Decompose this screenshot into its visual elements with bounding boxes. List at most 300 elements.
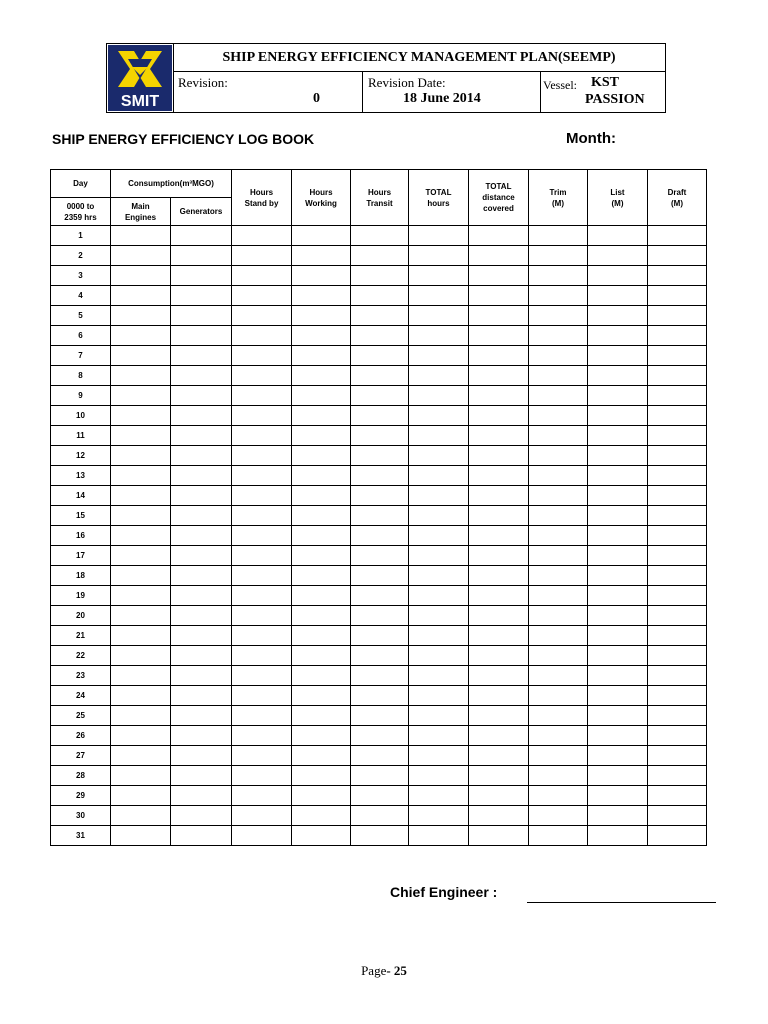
log-entry-cell[interactable] <box>111 746 171 766</box>
log-entry-cell[interactable] <box>469 346 529 366</box>
log-entry-cell[interactable] <box>111 346 171 366</box>
log-entry-cell[interactable] <box>351 466 409 486</box>
log-entry-cell[interactable] <box>292 666 351 686</box>
log-entry-cell[interactable] <box>292 406 351 426</box>
log-entry-cell[interactable] <box>588 326 648 346</box>
log-entry-cell[interactable] <box>588 526 648 546</box>
log-entry-cell[interactable] <box>588 486 648 506</box>
log-entry-cell[interactable] <box>111 526 171 546</box>
log-entry-cell[interactable] <box>171 226 232 246</box>
log-entry-cell[interactable] <box>409 526 469 546</box>
log-entry-cell[interactable] <box>409 586 469 606</box>
log-entry-cell[interactable] <box>648 366 707 386</box>
log-entry-cell[interactable] <box>469 486 529 506</box>
log-entry-cell[interactable] <box>292 226 351 246</box>
log-entry-cell[interactable] <box>351 366 409 386</box>
log-entry-cell[interactable] <box>232 266 292 286</box>
log-entry-cell[interactable] <box>351 706 409 726</box>
log-entry-cell[interactable] <box>351 666 409 686</box>
log-entry-cell[interactable] <box>232 686 292 706</box>
log-entry-cell[interactable] <box>232 286 292 306</box>
log-entry-cell[interactable] <box>111 726 171 746</box>
log-entry-cell[interactable] <box>588 466 648 486</box>
log-entry-cell[interactable] <box>111 826 171 846</box>
log-entry-cell[interactable] <box>588 406 648 426</box>
log-entry-cell[interactable] <box>648 706 707 726</box>
log-entry-cell[interactable] <box>588 686 648 706</box>
log-entry-cell[interactable] <box>111 466 171 486</box>
log-entry-cell[interactable] <box>351 526 409 546</box>
log-entry-cell[interactable] <box>648 326 707 346</box>
log-entry-cell[interactable] <box>171 666 232 686</box>
log-entry-cell[interactable] <box>351 406 409 426</box>
log-entry-cell[interactable] <box>171 326 232 346</box>
log-entry-cell[interactable] <box>529 526 588 546</box>
log-entry-cell[interactable] <box>469 806 529 826</box>
log-entry-cell[interactable] <box>292 606 351 626</box>
log-entry-cell[interactable] <box>409 426 469 446</box>
log-entry-cell[interactable] <box>648 726 707 746</box>
log-entry-cell[interactable] <box>111 666 171 686</box>
log-entry-cell[interactable] <box>529 566 588 586</box>
log-entry-cell[interactable] <box>292 726 351 746</box>
log-entry-cell[interactable] <box>232 606 292 626</box>
log-entry-cell[interactable] <box>232 486 292 506</box>
log-entry-cell[interactable] <box>529 646 588 666</box>
log-entry-cell[interactable] <box>351 246 409 266</box>
log-entry-cell[interactable] <box>171 746 232 766</box>
log-entry-cell[interactable] <box>232 826 292 846</box>
log-entry-cell[interactable] <box>588 346 648 366</box>
log-entry-cell[interactable] <box>292 326 351 346</box>
log-entry-cell[interactable] <box>648 746 707 766</box>
log-entry-cell[interactable] <box>529 546 588 566</box>
log-entry-cell[interactable] <box>232 526 292 546</box>
log-entry-cell[interactable] <box>409 546 469 566</box>
log-entry-cell[interactable] <box>351 726 409 746</box>
log-entry-cell[interactable] <box>292 626 351 646</box>
log-entry-cell[interactable] <box>171 826 232 846</box>
signature-line[interactable] <box>527 902 716 903</box>
log-entry-cell[interactable] <box>292 386 351 406</box>
log-entry-cell[interactable] <box>529 806 588 826</box>
log-entry-cell[interactable] <box>111 786 171 806</box>
log-entry-cell[interactable] <box>409 726 469 746</box>
log-entry-cell[interactable] <box>469 646 529 666</box>
log-entry-cell[interactable] <box>111 686 171 706</box>
log-entry-cell[interactable] <box>111 706 171 726</box>
log-entry-cell[interactable] <box>588 366 648 386</box>
log-entry-cell[interactable] <box>409 406 469 426</box>
log-entry-cell[interactable] <box>469 426 529 446</box>
log-entry-cell[interactable] <box>232 766 292 786</box>
log-entry-cell[interactable] <box>232 326 292 346</box>
log-entry-cell[interactable] <box>648 286 707 306</box>
log-entry-cell[interactable] <box>469 246 529 266</box>
log-entry-cell[interactable] <box>409 626 469 646</box>
log-entry-cell[interactable] <box>111 446 171 466</box>
log-entry-cell[interactable] <box>469 366 529 386</box>
log-entry-cell[interactable] <box>588 806 648 826</box>
log-entry-cell[interactable] <box>588 286 648 306</box>
log-entry-cell[interactable] <box>469 406 529 426</box>
log-entry-cell[interactable] <box>409 706 469 726</box>
log-entry-cell[interactable] <box>469 566 529 586</box>
log-entry-cell[interactable] <box>409 366 469 386</box>
log-entry-cell[interactable] <box>351 766 409 786</box>
log-entry-cell[interactable] <box>409 506 469 526</box>
log-entry-cell[interactable] <box>409 466 469 486</box>
log-entry-cell[interactable] <box>292 546 351 566</box>
log-entry-cell[interactable] <box>588 706 648 726</box>
log-entry-cell[interactable] <box>232 646 292 666</box>
log-entry-cell[interactable] <box>351 546 409 566</box>
log-entry-cell[interactable] <box>292 246 351 266</box>
log-entry-cell[interactable] <box>232 806 292 826</box>
log-entry-cell[interactable] <box>232 386 292 406</box>
log-entry-cell[interactable] <box>529 726 588 746</box>
log-entry-cell[interactable] <box>588 746 648 766</box>
log-entry-cell[interactable] <box>529 666 588 686</box>
log-entry-cell[interactable] <box>648 826 707 846</box>
log-entry-cell[interactable] <box>529 246 588 266</box>
log-entry-cell[interactable] <box>232 466 292 486</box>
log-entry-cell[interactable] <box>292 266 351 286</box>
log-entry-cell[interactable] <box>648 306 707 326</box>
log-entry-cell[interactable] <box>171 686 232 706</box>
log-entry-cell[interactable] <box>292 746 351 766</box>
log-entry-cell[interactable] <box>409 646 469 666</box>
log-entry-cell[interactable] <box>111 426 171 446</box>
log-entry-cell[interactable] <box>171 766 232 786</box>
log-entry-cell[interactable] <box>648 546 707 566</box>
log-entry-cell[interactable] <box>351 426 409 446</box>
log-entry-cell[interactable] <box>292 706 351 726</box>
log-entry-cell[interactable] <box>409 286 469 306</box>
log-entry-cell[interactable] <box>529 786 588 806</box>
log-entry-cell[interactable] <box>111 806 171 826</box>
log-entry-cell[interactable] <box>469 226 529 246</box>
log-entry-cell[interactable] <box>292 526 351 546</box>
log-entry-cell[interactable] <box>171 566 232 586</box>
log-entry-cell[interactable] <box>469 286 529 306</box>
log-entry-cell[interactable] <box>171 266 232 286</box>
log-entry-cell[interactable] <box>409 686 469 706</box>
log-entry-cell[interactable] <box>588 546 648 566</box>
log-entry-cell[interactable] <box>648 346 707 366</box>
log-entry-cell[interactable] <box>409 746 469 766</box>
log-entry-cell[interactable] <box>111 766 171 786</box>
log-entry-cell[interactable] <box>292 366 351 386</box>
log-entry-cell[interactable] <box>529 766 588 786</box>
log-entry-cell[interactable] <box>351 586 409 606</box>
log-entry-cell[interactable] <box>409 826 469 846</box>
log-entry-cell[interactable] <box>588 646 648 666</box>
log-entry-cell[interactable] <box>529 366 588 386</box>
log-entry-cell[interactable] <box>648 626 707 646</box>
log-entry-cell[interactable] <box>292 766 351 786</box>
log-entry-cell[interactable] <box>529 426 588 446</box>
log-entry-cell[interactable] <box>469 506 529 526</box>
log-entry-cell[interactable] <box>111 286 171 306</box>
log-entry-cell[interactable] <box>171 586 232 606</box>
log-entry-cell[interactable] <box>648 246 707 266</box>
log-entry-cell[interactable] <box>292 466 351 486</box>
log-entry-cell[interactable] <box>469 466 529 486</box>
log-entry-cell[interactable] <box>232 786 292 806</box>
log-entry-cell[interactable] <box>409 446 469 466</box>
log-entry-cell[interactable] <box>171 506 232 526</box>
log-entry-cell[interactable] <box>648 226 707 246</box>
log-entry-cell[interactable] <box>529 826 588 846</box>
log-entry-cell[interactable] <box>588 506 648 526</box>
log-entry-cell[interactable] <box>648 386 707 406</box>
log-entry-cell[interactable] <box>529 586 588 606</box>
log-entry-cell[interactable] <box>588 666 648 686</box>
log-entry-cell[interactable] <box>232 346 292 366</box>
log-entry-cell[interactable] <box>232 366 292 386</box>
log-entry-cell[interactable] <box>351 806 409 826</box>
log-entry-cell[interactable] <box>469 326 529 346</box>
log-entry-cell[interactable] <box>588 606 648 626</box>
log-entry-cell[interactable] <box>351 506 409 526</box>
log-entry-cell[interactable] <box>292 806 351 826</box>
log-entry-cell[interactable] <box>171 246 232 266</box>
log-entry-cell[interactable] <box>292 286 351 306</box>
log-entry-cell[interactable] <box>351 626 409 646</box>
log-entry-cell[interactable] <box>529 626 588 646</box>
log-entry-cell[interactable] <box>469 706 529 726</box>
log-entry-cell[interactable] <box>351 486 409 506</box>
log-entry-cell[interactable] <box>171 706 232 726</box>
log-entry-cell[interactable] <box>351 346 409 366</box>
log-entry-cell[interactable] <box>529 466 588 486</box>
log-entry-cell[interactable] <box>351 306 409 326</box>
log-entry-cell[interactable] <box>588 566 648 586</box>
log-entry-cell[interactable] <box>648 666 707 686</box>
log-entry-cell[interactable] <box>588 786 648 806</box>
log-entry-cell[interactable] <box>648 646 707 666</box>
log-entry-cell[interactable] <box>469 746 529 766</box>
log-entry-cell[interactable] <box>232 446 292 466</box>
log-entry-cell[interactable] <box>648 806 707 826</box>
log-entry-cell[interactable] <box>111 246 171 266</box>
log-entry-cell[interactable] <box>588 306 648 326</box>
log-entry-cell[interactable] <box>529 286 588 306</box>
log-entry-cell[interactable] <box>292 566 351 586</box>
log-entry-cell[interactable] <box>409 766 469 786</box>
log-entry-cell[interactable] <box>588 626 648 646</box>
log-entry-cell[interactable] <box>232 746 292 766</box>
log-entry-cell[interactable] <box>648 486 707 506</box>
log-entry-cell[interactable] <box>351 266 409 286</box>
log-entry-cell[interactable] <box>469 546 529 566</box>
log-entry-cell[interactable] <box>111 486 171 506</box>
log-entry-cell[interactable] <box>469 686 529 706</box>
log-entry-cell[interactable] <box>648 766 707 786</box>
log-entry-cell[interactable] <box>171 526 232 546</box>
log-entry-cell[interactable] <box>292 486 351 506</box>
log-entry-cell[interactable] <box>529 266 588 286</box>
log-entry-cell[interactable] <box>351 826 409 846</box>
log-entry-cell[interactable] <box>648 586 707 606</box>
log-entry-cell[interactable] <box>648 686 707 706</box>
log-entry-cell[interactable] <box>529 446 588 466</box>
log-entry-cell[interactable] <box>171 466 232 486</box>
log-entry-cell[interactable] <box>469 526 529 546</box>
log-entry-cell[interactable] <box>292 346 351 366</box>
log-entry-cell[interactable] <box>469 666 529 686</box>
log-entry-cell[interactable] <box>351 646 409 666</box>
log-entry-cell[interactable] <box>469 826 529 846</box>
log-entry-cell[interactable] <box>351 386 409 406</box>
log-entry-cell[interactable] <box>588 246 648 266</box>
log-entry-cell[interactable] <box>351 446 409 466</box>
log-entry-cell[interactable] <box>171 366 232 386</box>
log-entry-cell[interactable] <box>111 386 171 406</box>
log-entry-cell[interactable] <box>648 506 707 526</box>
log-entry-cell[interactable] <box>111 366 171 386</box>
log-entry-cell[interactable] <box>232 726 292 746</box>
log-entry-cell[interactable] <box>111 586 171 606</box>
log-entry-cell[interactable] <box>171 546 232 566</box>
log-entry-cell[interactable] <box>351 606 409 626</box>
log-entry-cell[interactable] <box>292 646 351 666</box>
log-entry-cell[interactable] <box>111 326 171 346</box>
log-entry-cell[interactable] <box>292 586 351 606</box>
log-entry-cell[interactable] <box>409 246 469 266</box>
log-entry-cell[interactable] <box>529 486 588 506</box>
log-entry-cell[interactable] <box>409 606 469 626</box>
log-entry-cell[interactable] <box>409 386 469 406</box>
log-entry-cell[interactable] <box>588 386 648 406</box>
log-entry-cell[interactable] <box>171 286 232 306</box>
log-entry-cell[interactable] <box>588 446 648 466</box>
log-entry-cell[interactable] <box>409 666 469 686</box>
log-entry-cell[interactable] <box>111 606 171 626</box>
log-entry-cell[interactable] <box>469 446 529 466</box>
log-entry-cell[interactable] <box>648 526 707 546</box>
log-entry-cell[interactable] <box>469 726 529 746</box>
log-entry-cell[interactable] <box>409 806 469 826</box>
log-entry-cell[interactable] <box>409 786 469 806</box>
log-entry-cell[interactable] <box>111 566 171 586</box>
log-entry-cell[interactable] <box>529 346 588 366</box>
log-entry-cell[interactable] <box>529 386 588 406</box>
log-entry-cell[interactable] <box>232 626 292 646</box>
log-entry-cell[interactable] <box>588 266 648 286</box>
log-entry-cell[interactable] <box>588 586 648 606</box>
log-entry-cell[interactable] <box>292 686 351 706</box>
log-entry-cell[interactable] <box>469 386 529 406</box>
log-entry-cell[interactable] <box>648 786 707 806</box>
log-entry-cell[interactable] <box>351 326 409 346</box>
log-entry-cell[interactable] <box>588 826 648 846</box>
log-entry-cell[interactable] <box>111 226 171 246</box>
log-entry-cell[interactable] <box>529 506 588 526</box>
log-entry-cell[interactable] <box>529 606 588 626</box>
log-entry-cell[interactable] <box>529 226 588 246</box>
log-entry-cell[interactable] <box>232 566 292 586</box>
log-entry-cell[interactable] <box>232 586 292 606</box>
log-entry-cell[interactable] <box>351 566 409 586</box>
log-entry-cell[interactable] <box>232 546 292 566</box>
log-entry-cell[interactable] <box>469 626 529 646</box>
log-entry-cell[interactable] <box>409 346 469 366</box>
log-entry-cell[interactable] <box>171 646 232 666</box>
log-entry-cell[interactable] <box>232 506 292 526</box>
log-entry-cell[interactable] <box>588 426 648 446</box>
log-entry-cell[interactable] <box>171 346 232 366</box>
log-entry-cell[interactable] <box>648 406 707 426</box>
log-entry-cell[interactable] <box>351 286 409 306</box>
log-entry-cell[interactable] <box>232 246 292 266</box>
log-entry-cell[interactable] <box>111 266 171 286</box>
log-entry-cell[interactable] <box>469 766 529 786</box>
log-entry-cell[interactable] <box>648 426 707 446</box>
log-entry-cell[interactable] <box>529 706 588 726</box>
log-entry-cell[interactable] <box>588 226 648 246</box>
log-entry-cell[interactable] <box>171 606 232 626</box>
log-entry-cell[interactable] <box>232 426 292 446</box>
log-entry-cell[interactable] <box>469 786 529 806</box>
log-entry-cell[interactable] <box>171 786 232 806</box>
log-entry-cell[interactable] <box>648 466 707 486</box>
log-entry-cell[interactable] <box>469 586 529 606</box>
log-entry-cell[interactable] <box>351 686 409 706</box>
log-entry-cell[interactable] <box>409 486 469 506</box>
log-entry-cell[interactable] <box>111 626 171 646</box>
log-entry-cell[interactable] <box>409 266 469 286</box>
log-entry-cell[interactable] <box>409 566 469 586</box>
log-entry-cell[interactable] <box>171 446 232 466</box>
log-entry-cell[interactable] <box>409 226 469 246</box>
log-entry-cell[interactable] <box>292 786 351 806</box>
log-entry-cell[interactable] <box>588 766 648 786</box>
log-entry-cell[interactable] <box>648 606 707 626</box>
log-entry-cell[interactable] <box>588 726 648 746</box>
log-entry-cell[interactable] <box>111 406 171 426</box>
log-entry-cell[interactable] <box>351 786 409 806</box>
log-entry-cell[interactable] <box>409 306 469 326</box>
log-entry-cell[interactable] <box>469 606 529 626</box>
log-entry-cell[interactable] <box>351 226 409 246</box>
log-entry-cell[interactable] <box>292 426 351 446</box>
log-entry-cell[interactable] <box>351 746 409 766</box>
log-entry-cell[interactable] <box>232 306 292 326</box>
log-entry-cell[interactable] <box>171 406 232 426</box>
log-entry-cell[interactable] <box>232 706 292 726</box>
log-entry-cell[interactable] <box>529 326 588 346</box>
log-entry-cell[interactable] <box>171 306 232 326</box>
log-entry-cell[interactable] <box>409 326 469 346</box>
log-entry-cell[interactable] <box>111 306 171 326</box>
log-entry-cell[interactable] <box>171 806 232 826</box>
log-entry-cell[interactable] <box>292 506 351 526</box>
log-entry-cell[interactable] <box>648 446 707 466</box>
log-entry-cell[interactable] <box>648 566 707 586</box>
log-entry-cell[interactable] <box>529 686 588 706</box>
log-entry-cell[interactable] <box>469 266 529 286</box>
log-entry-cell[interactable] <box>111 646 171 666</box>
log-entry-cell[interactable] <box>529 746 588 766</box>
log-entry-cell[interactable] <box>171 386 232 406</box>
log-entry-cell[interactable] <box>292 446 351 466</box>
log-entry-cell[interactable] <box>529 306 588 326</box>
log-entry-cell[interactable] <box>232 406 292 426</box>
log-entry-cell[interactable] <box>232 226 292 246</box>
log-entry-cell[interactable] <box>171 426 232 446</box>
